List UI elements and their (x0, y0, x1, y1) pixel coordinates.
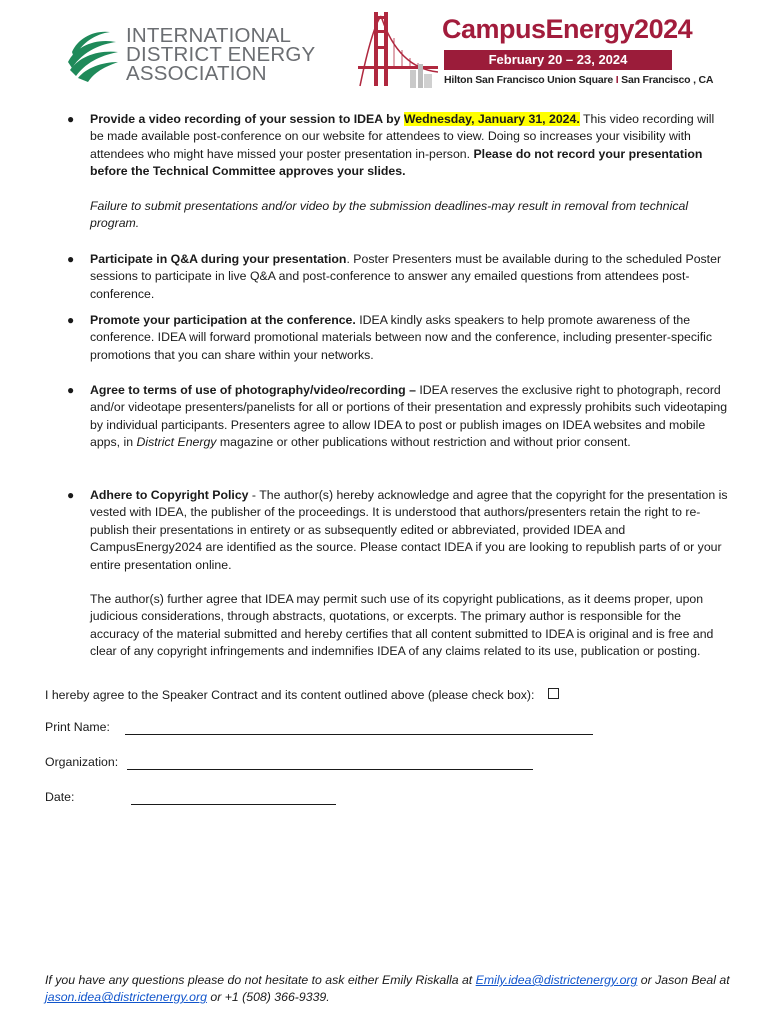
footer-text-2: or Jason Beal at (637, 973, 730, 987)
footer-text-3: or +1 (508) 366-9339. (206, 990, 330, 1005)
contact-footer (45, 972, 735, 1007)
bullet-video-recording (67, 111, 730, 181)
bullet-promote (67, 312, 730, 364)
event-venue-city: San Francisco , CA (621, 74, 714, 86)
event-venue-hotel: Hilton San Francisco Union Square (444, 74, 614, 86)
agreement-label: I hereby agree to the Speaker Contract and its content outlined above (please check box): (45, 688, 535, 702)
email-link-emily[interactable]: Emily.idea@districtenergy.org (475, 973, 638, 987)
golden-gate-bridge-icon (358, 8, 438, 90)
bullet-text: IDEA kindly asks speakers to help promote awareness of the conference. IDEA will forward promotional materials between now and the conference, including presenter-specific promotions that you can share within your networks. (90, 313, 713, 362)
date-label: Date: (45, 790, 75, 804)
bullet-dot: ● (67, 112, 75, 126)
agreement-line (45, 687, 559, 704)
bullet-lead: Participate in Q&A during your presentation (90, 252, 347, 266)
campus-energy-logo (358, 8, 714, 92)
bullet-photography (67, 382, 730, 452)
bullet-text: . Poster Presenters must be available during to the scheduled Poster sessions to participate in live Q&A and post-conference to answer any emailed questions from attendees post-conference. (90, 252, 722, 301)
idea-globe-icon (62, 24, 122, 84)
bullet-dot: ● (67, 488, 75, 502)
event-venue (444, 74, 713, 86)
idea-logo (62, 20, 322, 90)
bullet-text-end: magazine or other publications without restriction and without prior consent. (216, 435, 631, 450)
event-venue-separator: I (615, 74, 619, 86)
bullet-lead: Adhere to Copyright Policy (90, 488, 249, 502)
idea-line-1: INTERNATIONAL (126, 24, 292, 47)
event-title: CampusEnergy2024 (442, 14, 693, 44)
page-header (0, 0, 770, 98)
bullet-dot: ● (67, 313, 75, 327)
event-dates: February 20 – 23, 2024 (444, 50, 672, 70)
bullet-copyright (67, 487, 730, 574)
bullet-text: - The author(s) hereby acknowledge and agree that the copyright for the presentation is vested with IDEA, the publisher of the proceedings. It is understood that authors/presenters retain the right to re-publish their presentations in entirety or as subsequently edited or abbreviated, provided IDEA and CampusEnergy2024 are identified as the source. Please contact IDEA if you are looking to republish parts of or your entire presentation online. (90, 488, 728, 572)
idea-line-2: DISTRICT ENERGY (126, 43, 316, 66)
bullet-bold-tail: Please do not record your presentation before the Technical Committee approves your slides. (90, 146, 703, 179)
bullet-lead: Agree to terms of use of photography/video/recording – (90, 383, 416, 397)
organization-label: Organization: (45, 755, 119, 769)
organization-field[interactable] (127, 769, 533, 770)
date-field[interactable] (131, 804, 336, 805)
bullet-dot: ● (67, 252, 75, 266)
bullet-lead: Promote your participation at the conference. (90, 313, 356, 327)
agreement-checkbox[interactable] (548, 688, 559, 699)
print-name-field[interactable] (125, 734, 593, 735)
bullet-text: This video recording will be made available post-conference on our website for attendees to view. Doing so increases your visibility with attendees who might have missed your poster presentation in-person. (90, 112, 715, 161)
footer-text-1: If you have any questions please do not hesitate to ask either Emily Riskalla at (45, 973, 476, 987)
idea-wordmark (126, 26, 315, 83)
bullet-lead: Provide a video recording of your session to IDEA by (90, 112, 404, 126)
print-name-label: Print Name: (45, 720, 110, 734)
copyright-paragraph: The author(s) further agree that IDEA may permit such use of its copyright publications, as it deems proper, upon judicious considerations, through abstracts, quotations, or excerpts. The primary author is responsible for the accuracy of the material submitted and hereby certifies that all content submitted to IDEA is original and is free and clear of any copyright infringements and indemnifies IDEA of any claims related to its use, publication or posting. (90, 592, 714, 659)
bullet-dot: ● (67, 383, 75, 397)
bullet-qa (67, 251, 730, 303)
deadline-highlight: Wednesday, January 31, 2024. (403, 112, 580, 126)
failure-note: Failure to submit presentations and/or video by the submission deadlines-may result in removal from technical program. (90, 199, 689, 231)
idea-line-3: ASSOCIATION (126, 62, 267, 85)
email-link-jason[interactable]: jason.idea@districtenergy.org (45, 990, 207, 1005)
bullet-text: IDEA reserves the exclusive right to photograph, record and/or videotape presenters/panelists for all or portions of their presentation and expressly prohibits such videotaping by individual participants. Presenters agree to allow IDEA to post or publish images on IDEA websites and mobile apps, in (90, 383, 728, 450)
magazine-title: District Energy (136, 435, 217, 450)
